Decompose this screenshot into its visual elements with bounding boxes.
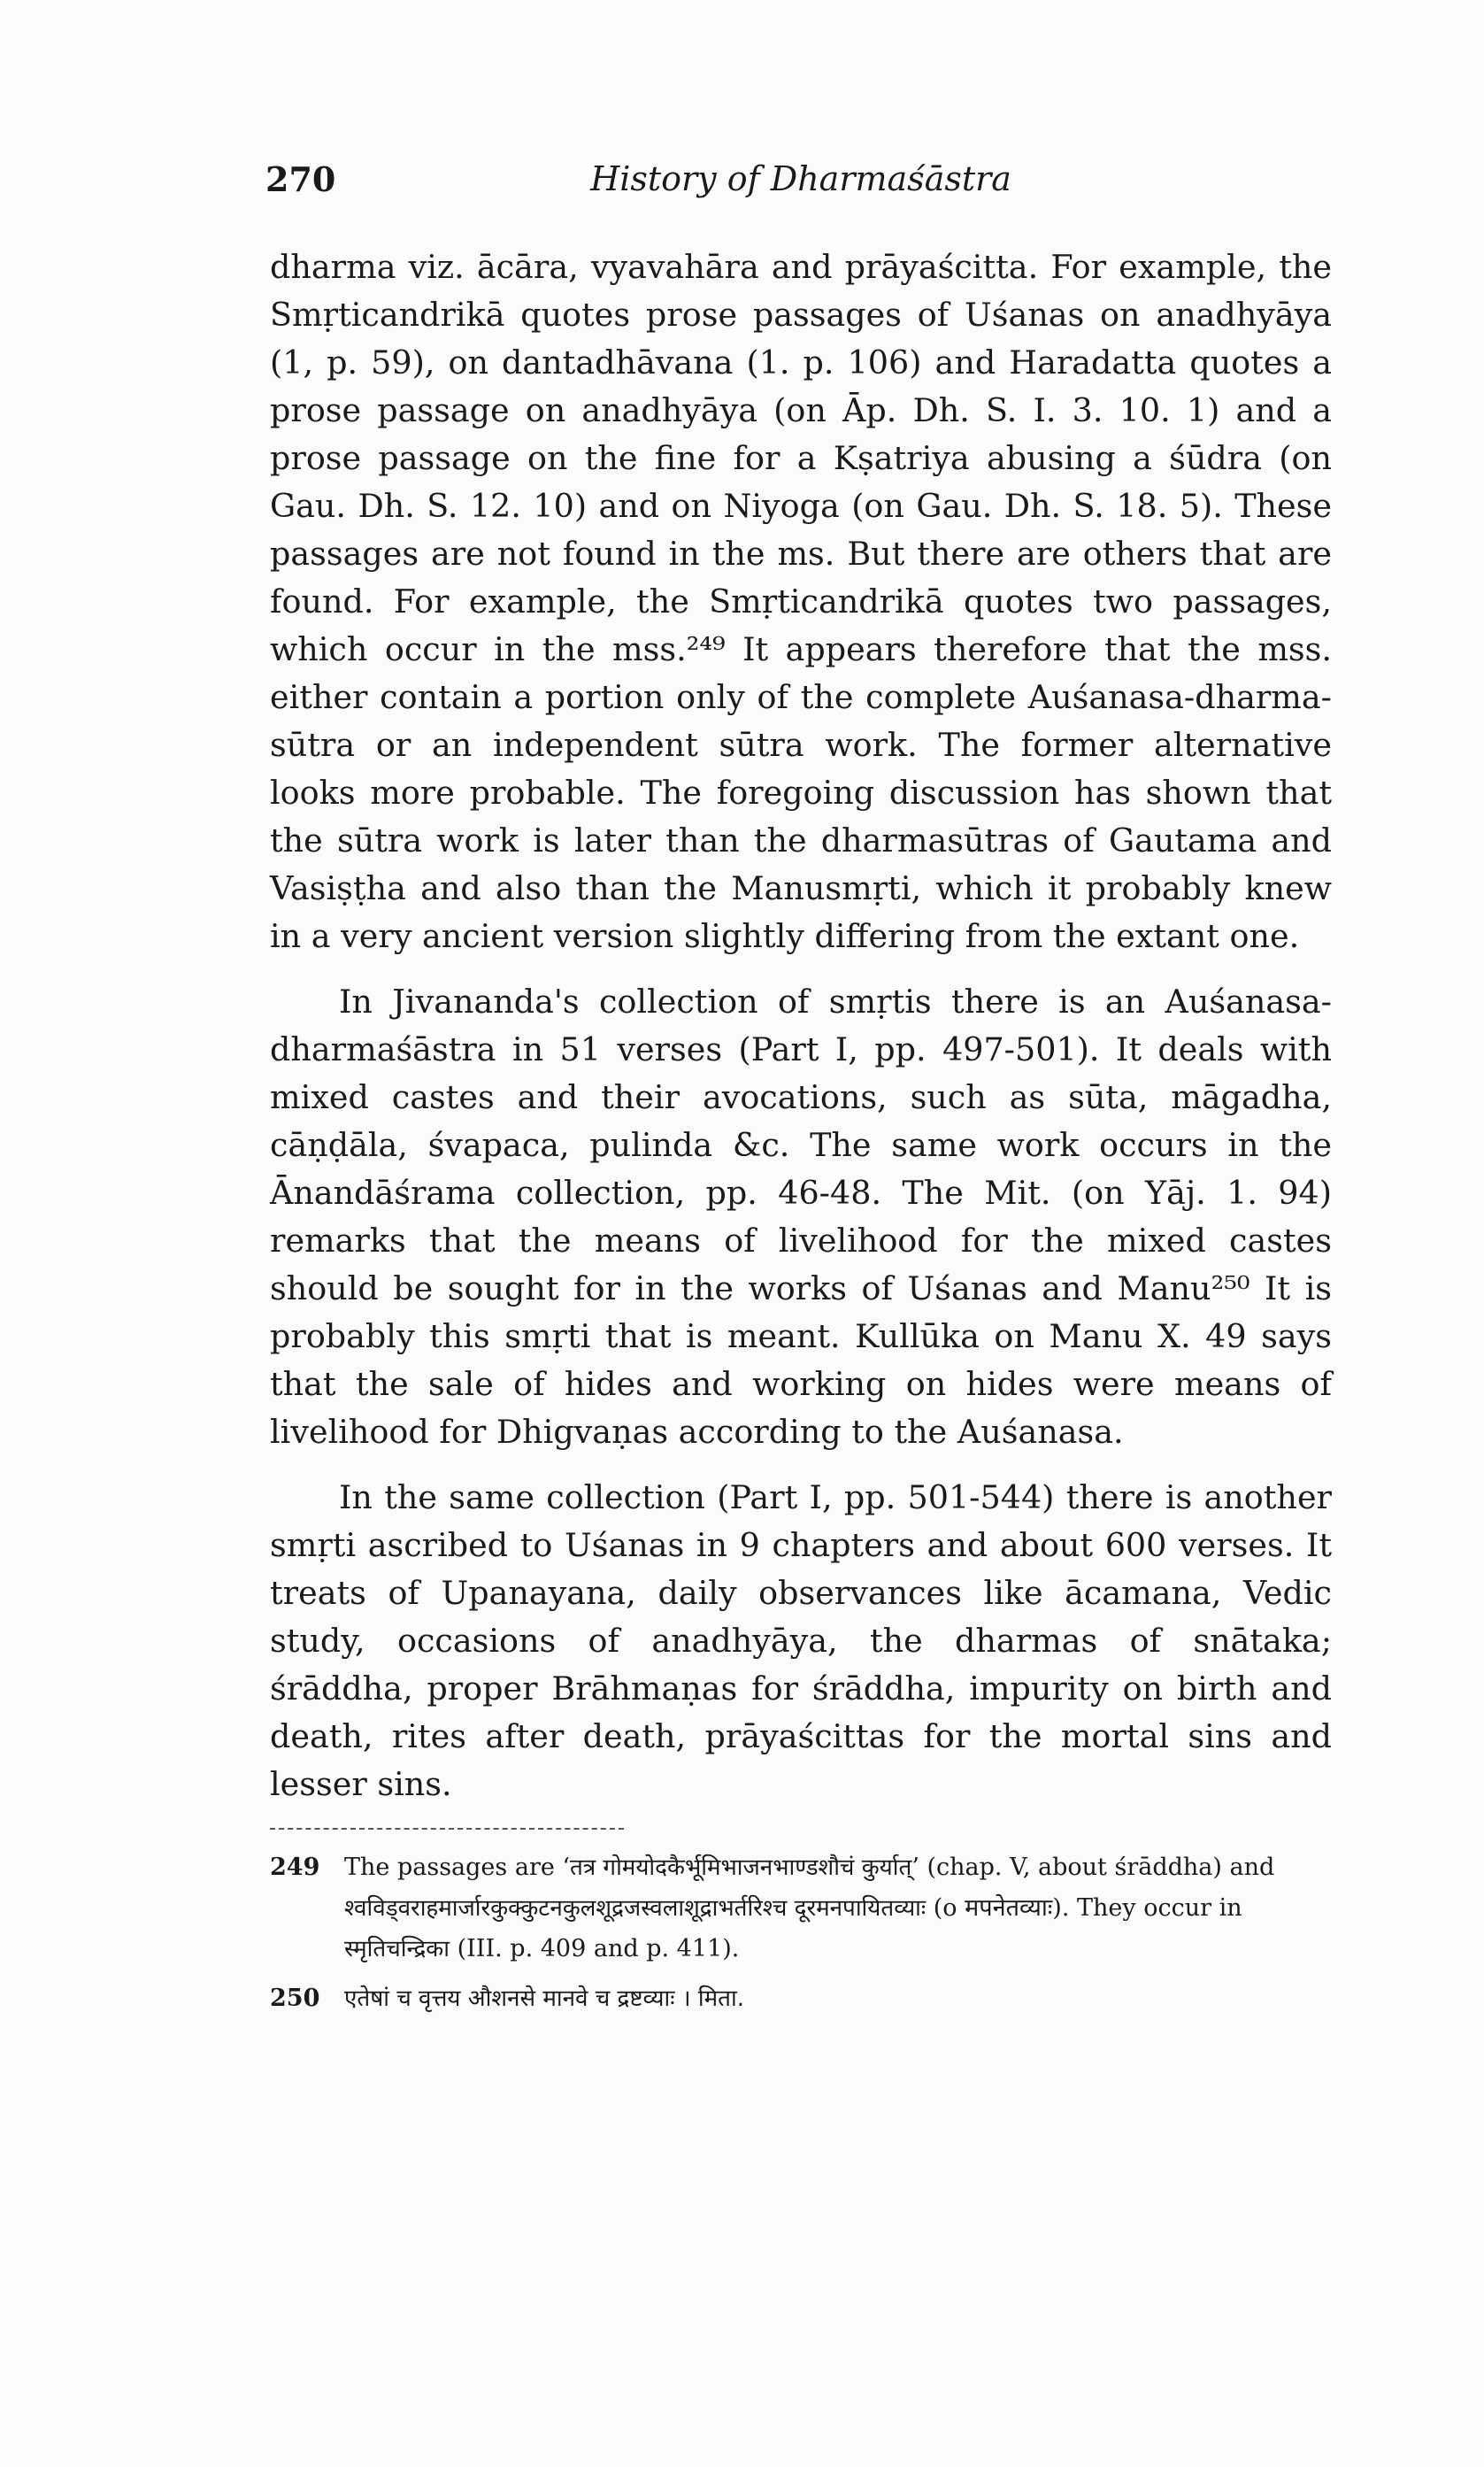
paragraph-1: dharma viz. ācāra, vyavahāra and prāyaścitta. For example, the Smṛticandrikā quotes prose passages of Uśanas on anadhyāya (1, p. 59), on dantadhāvana (1. p. 106) and Haradatta quotes a prose passage on anadhyāya (on Āp. Dh. S. I. 3. 10. 1) and a prose passage on the fine for a Kṣatriya abusing a śūdra (on Gau. Dh. S. 12. 10) and on Niyoga (on Gau. Dh. S. 18. 5). These passages are not found in the ms. But there are others that are found. For example, the Smṛticandrikā quotes two passages, which occur in the mss.²⁴⁹ It appears therefore that the mss. either contain a portion only of the complete Auśanasa-dharma-sūtra or an independent sūtra work. The former alternative looks more probable. The foregoing discussion has shown that the sūtra work is later than the dharmasūtras of Gautama and Vasiṣṭha and also than the Manusmṛti, which it probably knew in a very ancient version slightly differing from the extant one. (270, 248, 1332, 955)
footnotes (238, 1847, 1332, 2019)
footnote-number: 249 (270, 1854, 320, 1881)
paragraph-2: In Jivananda's collection of smṛtis there is an Auśanasa-dharmaśāstra in 51 verses (Part I, pp. 497-501). It deals with mixed castes and their avocations, such as sūta, māgadha, cāṇḍāla, śvapaca, pulinda &c. The same work occurs in the Ānandāśrama collection, pp. 46-48. The Mit. (on Yāj. 1. 94) remarks that the means of livelihood for the mixed castes should be sought for in the works of Uśanas and Manu²⁵⁰ It is probably this smṛti that is meant. Kullūka on Manu X. 49 says that the sale of hides and working on hides were means of livelihood for Dhigvaṇas according to the Auśanasa. (270, 983, 1332, 1451)
footnote-text-d: (III. p. 409 and p. 411). (450, 1935, 740, 1962)
footnote-text (334, 1847, 1332, 1970)
footnote-divider (270, 1828, 624, 1830)
body-text (270, 243, 1332, 1808)
footnote-text-a: The passages are ‘ (344, 1854, 570, 1881)
page-header (265, 159, 1332, 221)
footnote-250 (238, 1978, 1332, 2019)
footnote-number: 250 (270, 1985, 320, 2012)
page-number: 270 (265, 159, 336, 199)
footnote-devanagari-a: तत्र गोमयोदकैर्भूमिभाजनभाण्डशौचं कुर्यात् (570, 1854, 912, 1881)
footnote-249 (238, 1847, 1332, 1970)
paragraph-3: In the same collection (Part I, pp. 501-544) there is another smṛti ascribed to Uśanas in 9 chapters and about 600 verses. It treats of Upanayana, daily observances like ācamana, Vedic study, occasions of anadhyāya, the dharmas of snātaka; śrāddha, proper Brāhmaṇas for śrāddha, impurity on birth and death, rites after death, prāyaścittas for the mortal sins and lesser sins. (270, 1478, 1332, 1803)
footnote-devanagari-c: स्मृतिचन्द्रिका (344, 1936, 450, 1962)
footnote-devanagari-a: एतेषां च वृत्तय औशनसे मानवे च द्रष्टव्याः । मिता. (344, 1985, 744, 2012)
footnote-text (334, 1978, 1332, 2019)
footnote-text-c: (o मपनेतव्याः). They occur in (926, 1894, 1242, 1922)
page (265, 159, 1332, 2028)
running-title: History of Dharmaśāstra (590, 159, 1011, 198)
footnote-text-b: ’ (chap. V, about śrāddha) and (911, 1854, 1275, 1881)
footnote-devanagari-b: श्वविड्वराहमार्जारकुक्कुटनकुलशूद्रजस्वलाशूद्राभर्तरिश्च दूरमनपायितव्याः (344, 1895, 927, 1922)
